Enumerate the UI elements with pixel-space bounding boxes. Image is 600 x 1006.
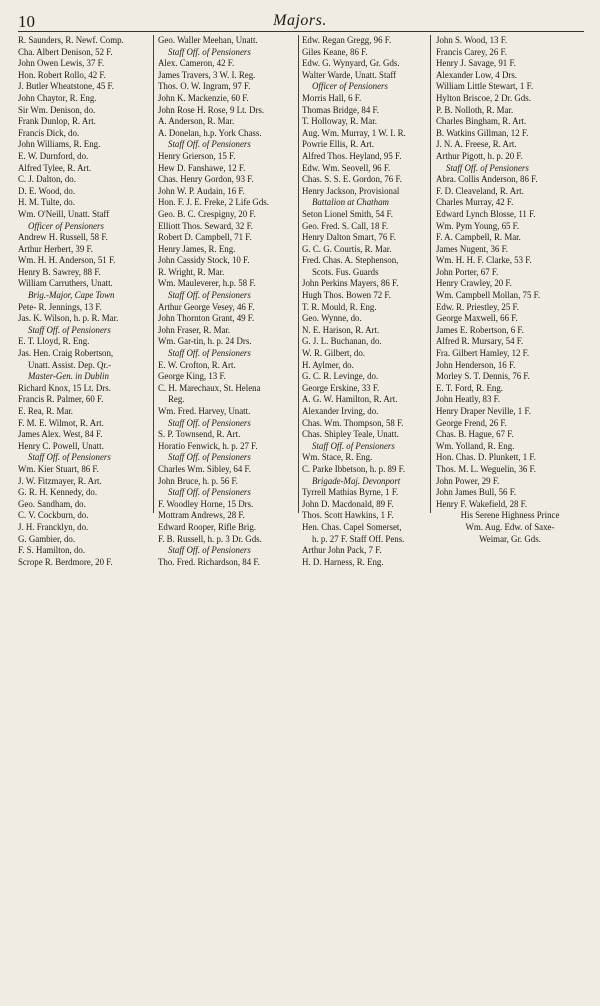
list-item: Henry Draper Neville, 1 F.	[436, 406, 531, 416]
list-item: William Little Stewart, 1 F.	[436, 81, 534, 92]
list-item: Chas. Wm. Thompson, 58 F.	[302, 417, 404, 428]
list-item: Wm. H. H. F. Clarke, 53 F.	[436, 255, 532, 266]
list-item: Chas. S. S. E. Gordon, 76 F.	[302, 174, 402, 185]
list-item: John Fraser, R. Mar.	[158, 324, 231, 335]
list-item: Fra. Gilbert Hamley, 12 F.	[436, 348, 530, 359]
list-item: Thos. Scott Hawkins, 1 F.	[302, 510, 394, 521]
list-item: Brig.-Major, Cape Town	[28, 290, 115, 301]
column-2	[158, 35, 296, 1006]
list-item: Geo. Wynne, do.	[302, 313, 362, 324]
list-item: Staff Off. of Pensioners	[168, 545, 251, 556]
list-item: Chas. Shipley Teale, Unatt.	[302, 429, 399, 440]
list-item: Charles Murray, 42 F.	[436, 197, 514, 208]
list-item: John James Bull, 56 F.	[436, 487, 517, 498]
list-item: Scrope R. Berdmore, 20 F.	[18, 556, 113, 567]
list-item: John Owen Lewis, 37 F.	[18, 58, 105, 69]
list-item: Wm. Yolland, R. Eng.	[436, 440, 515, 451]
list-item: Francis Dick, do.	[18, 127, 80, 138]
list-item: Sir Wm. Denison, do.	[18, 104, 96, 115]
list-item: John W. P. Audain, 16 F.	[158, 185, 245, 196]
list-item: S. P. Townsend, R. Art.	[158, 429, 241, 440]
list-item: Alex. Cameron, 42 F.	[158, 58, 235, 69]
list-item: Alfred Thos. Heyland, 95 F.	[302, 150, 402, 161]
list-item: F. M. E. Wilmot, R. Art.	[18, 417, 104, 428]
list-item: E. W. Durnford, do.	[18, 150, 89, 161]
column-1	[18, 35, 150, 1006]
list-item: Weimar, Gr. Gds.	[479, 533, 541, 544]
list-item: Henry Dalton Smart, 76 F.	[302, 232, 396, 243]
list-item: Wm. Mauleverer, h.p. 58 F.	[158, 278, 256, 289]
list-item: Geo. Fred. S. Call, 18 F.	[302, 220, 389, 231]
list-item: E. T. Lloyd, R. Eng.	[18, 336, 90, 347]
list-item: R. Wright, R. Mar.	[158, 266, 225, 277]
list-item: Staff Off. of Pensioners	[168, 290, 251, 301]
list-item: Abra. Collis Anderson, 86 F.	[436, 174, 538, 185]
list-item: John Porter, 67 F.	[436, 266, 499, 277]
list-item: E. T. Ford, R. Eng.	[436, 382, 503, 393]
list-item: John Rose H. Rose, 9 Lt. Drs.	[158, 104, 265, 115]
list-item: Henry Crawley, 20 F.	[436, 278, 512, 289]
list-item: Geo. Sandham, do.	[18, 498, 86, 509]
list-item: Robert D. Campbell, 71 F.	[158, 232, 252, 243]
list-item: Aug. Wm. Murray, 1 W. I. R.	[302, 127, 406, 138]
list-item: J. W. Fitzmayer, R. Art.	[18, 475, 102, 486]
list-item: F. S. Hamilton, do.	[18, 545, 86, 556]
list-item: Jas. K. Wilson, h. p. R. Mar.	[18, 313, 119, 324]
list-item: Thos. M. L. Weguelin, 36 F.	[436, 463, 536, 474]
list-item: Staff Off. of Pensioners	[168, 46, 251, 57]
list-item: C. J. Dalton, do.	[18, 174, 76, 185]
list-item: Brigade-Maj. Devonport	[312, 475, 401, 486]
list-item: John Bruce, h. p. 56 F.	[158, 475, 238, 486]
list-item: Henry Jackson, Provisional	[302, 185, 400, 196]
list-item: Henry James, R. Eng.	[158, 243, 236, 254]
list-item: Morley S. T. Dennis, 76 F.	[436, 371, 530, 382]
list-item: Pete- R. Jennings, 13 F.	[18, 301, 102, 312]
list-item: Arthur Herbert, 39 F.	[18, 243, 93, 254]
list-item: John Heatly, 83 F.	[436, 394, 501, 405]
list-item: Thos. O. W. Ingram, 97 F.	[158, 81, 251, 92]
list-item: J. N. A. Freese, R. Art.	[436, 139, 517, 150]
list-item: Edw. R. Priestley, 25 F.	[436, 301, 519, 312]
list-item: A. Anderson, R. Mar.	[158, 116, 235, 127]
list-item: Henry B. Sawrey, 88 F.	[18, 266, 101, 277]
list-item: Geo. Waller Meehan, Unatt.	[158, 35, 258, 45]
list-item: E. Rea, R. Mar.	[18, 406, 73, 416]
list-item: Hon. F. J. E. Freke, 2 Life Gds.	[158, 197, 269, 208]
list-item: Hylton Briscoe, 2 Dr. Gds.	[436, 92, 531, 103]
list-item: Richard Knox, 15 Lt. Drs.	[18, 382, 111, 393]
list-item: Arthur John Pack, 7 F.	[302, 545, 382, 556]
page-title: Majors.	[273, 12, 327, 29]
list-item: William Carruthers, Unatt.	[18, 278, 113, 289]
list-item: Officer of Pensioners	[312, 81, 388, 92]
column-divider	[430, 35, 431, 513]
list-item: B. Watkins Gillman, 12 F.	[436, 127, 529, 138]
list-item: Edw. Regan Gregg, 96 F.	[302, 35, 392, 45]
list-item: Wm. Aug. Edw. of Saxe-	[465, 521, 555, 532]
list-item: Edw. G. Wynyard, Gr. Gds.	[302, 58, 400, 69]
list-item: Henry C. Powell, Unatt.	[18, 440, 104, 451]
list-item: Wm. Gar-tin, h. p. 24 Drs.	[158, 336, 252, 347]
list-item: Wm. Fred. Harvey, Unatt.	[158, 406, 251, 416]
list-item: Chas. B. Hague, 67 F.	[436, 429, 514, 440]
list-item: John Henderson, 16 F.	[436, 359, 516, 370]
list-item: Staff Off. of Pensioners	[446, 162, 529, 173]
list-item: Charles Bingham, R. Art.	[436, 116, 527, 127]
list-item: Unatt. Assist. Dep. Qr.-	[28, 359, 112, 370]
list-item: Staff Off. of Pensioners	[168, 348, 251, 359]
list-item: Hugh Thos. Bowen 72 F.	[302, 290, 391, 301]
list-item: Wm. Pym Young, 65 F.	[436, 220, 520, 231]
list-item: Edward Lynch Blosse, 11 F.	[436, 208, 536, 219]
list-item: C. H. Marechaux, St. Helena	[158, 382, 261, 393]
list-item: Wm. O'Neill, Unatt. Staff	[18, 208, 110, 219]
list-item: Staff Off. of Pensioners	[168, 139, 251, 150]
list-item: Staff Off. of Pensioners	[168, 487, 251, 498]
list-item: H. M. Tulte, do.	[18, 197, 75, 208]
list-item: Staff Off. of Pensioners	[28, 324, 111, 335]
list-item: John K. Mackenzie, 60 F.	[158, 92, 249, 103]
list-item: Powrie Ellis, R. Art.	[302, 139, 374, 150]
list-item: Charles Wm. Sibley, 64 F.	[158, 463, 251, 474]
list-item: John Perkins Mayers, 86 F.	[302, 278, 399, 289]
list-item: Tyrrell Mathias Byrne, 1 F.	[302, 487, 399, 498]
list-item: C. V. Cockburn, do.	[18, 510, 89, 521]
column-divider	[298, 35, 299, 513]
list-item: Wm. Stace, R. Eng.	[302, 452, 373, 463]
list-item: George Erskine, 33 F.	[302, 382, 380, 393]
list-item: Giles Keane, 86 F.	[302, 46, 368, 57]
list-item: John Thornton Grant, 49 F.	[158, 313, 255, 324]
list-item: Henry J. Savage, 91 F.	[436, 58, 516, 69]
list-item: A. G. W. Hamilton, R. Art.	[302, 394, 398, 405]
list-item: Staff Off. of Pensioners	[168, 417, 251, 428]
list-item: F. B. Russell, h. p. 3 Dr. Gds.	[158, 533, 262, 544]
list-item: G. R. H. Kennedy, do.	[18, 487, 98, 498]
list-item: Francis Carey, 26 F.	[436, 46, 507, 57]
list-item: Geo. B. C. Crespigny, 20 F.	[158, 208, 256, 219]
list-item: John Cassidy Stock, 10 F.	[158, 255, 250, 266]
list-item: Frank Dunlop, R. Art.	[18, 116, 96, 127]
list-item: N. E. Harison, R. Art.	[302, 324, 380, 335]
list-item: Alfred Tylee, R. Art.	[18, 162, 92, 173]
list-item: Fred. Chas. A. Stephenson,	[302, 255, 399, 266]
list-item: Staff Off. of Pensioners	[312, 440, 395, 451]
list-item: C. Parke Ibbetson, h. p. 89 F.	[302, 463, 406, 474]
list-item: Staff Off. of Pensioners	[28, 452, 111, 463]
list-item: Battalion at Chatham	[312, 197, 389, 208]
list-item: J. Butler Wheatstone, 45 F.	[18, 81, 114, 92]
column-3	[302, 35, 426, 1006]
list-item: Chas. Henry Gordon, 93 F.	[158, 174, 254, 185]
list-item: Francis R. Palmer, 60 F.	[18, 394, 104, 405]
list-item: Edw. Wm. Seovell, 96 F.	[302, 162, 391, 173]
list-item: R. Saunders, R. Newf. Comp.	[18, 35, 124, 45]
list-item: G. Gambier, do.	[18, 533, 76, 544]
list-item: Wm. H. H. Anderson, 51 F.	[18, 255, 116, 266]
list-item: Hon. Chas. D. Plunkett, 1 F.	[436, 452, 536, 463]
list-item: W. R. Gilbert, do.	[302, 348, 366, 359]
list-item: Edward Rooper, Rifle Brig.	[158, 521, 256, 532]
list-item: Seton Lionel Smith, 54 F.	[302, 208, 394, 219]
list-item: Mottram Andrews, 28 F.	[158, 510, 245, 521]
list-item: Alexander Irving, do.	[302, 406, 379, 416]
list-item: Alexander Low, 4 Drs.	[436, 69, 518, 80]
list-item: P. B. Nolloth, R. Mar.	[436, 104, 514, 115]
list-item: George King, 13 F.	[158, 371, 226, 382]
list-item: G. C. R. Levinge, do.	[302, 371, 379, 382]
page-number: 10	[18, 12, 35, 31]
list-item: H. Aylmer, do.	[302, 359, 354, 370]
list-item: Cha. Albert Denison, 52 F.	[18, 46, 113, 57]
list-item: Hen. Chas. Capel Somerset,	[302, 521, 402, 532]
list-item: F. Woodley Horne, 15 Drs.	[158, 498, 254, 509]
list-item: Thomas Bridge, 84 F.	[302, 104, 379, 115]
list-item: James Travers, 3 W. I. Reg.	[158, 69, 256, 80]
list-item: F. D. Cleaveland, R. Art.	[436, 185, 524, 196]
list-item: John Williams, R. Eng.	[18, 139, 101, 150]
list-item: h. p. 27 F. Staff Off. Pens.	[312, 533, 405, 544]
list-item: Arthur Pigott, h. p. 20 F.	[436, 150, 523, 161]
list-item: G. C. G. Courtis, R. Mar.	[302, 243, 392, 254]
list-item: Master-Gen. in Dublin	[28, 371, 109, 382]
list-item: Staff Off. of Pensioners	[168, 452, 251, 463]
list-item: Alfred R. Mursary, 54 F.	[436, 336, 524, 347]
list-item: Horatio Fenwick, h. p. 27 F.	[158, 440, 258, 451]
list-item: G. J. L. Buchanan, do.	[302, 336, 382, 347]
list-item: Henry F. Wakefield, 28 F.	[436, 498, 528, 509]
list-item: Tho. Fred. Richardson, 84 F.	[158, 556, 260, 567]
list-item: A. Donelan, h.p. York Chass.	[158, 127, 262, 138]
list-item: Hew D. Fanshawe, 12 F.	[158, 162, 246, 173]
list-item: John D. Macdonald, 89 F.	[302, 498, 394, 509]
list-item: D. E. Wood, do.	[18, 185, 76, 196]
list-item: Walter Warde, Unatt. Staff	[302, 69, 397, 80]
list-item: Reg.	[168, 394, 185, 405]
list-item: John Power, 29 F.	[436, 475, 500, 486]
column-divider	[153, 35, 154, 513]
list-item: Morris Hall, 6 F.	[302, 92, 362, 103]
list-item: George Frend, 26 F.	[436, 417, 507, 428]
list-item: H. D. Harness, R. Eng.	[302, 556, 384, 567]
list-item: Scots. Fus. Guards	[312, 266, 379, 277]
list-item: E. W. Crofton, R. Art.	[158, 359, 236, 370]
list-item: George Maxwell, 66 F.	[436, 313, 518, 324]
list-item: Henry Grierson, 15 F.	[158, 150, 236, 161]
list-item: Andrew H. Russell, 58 F.	[18, 232, 108, 243]
list-item: Arthur George Vesey, 46 F.	[158, 301, 255, 312]
list-item: F. A. Campbell, R. Mar.	[436, 232, 521, 243]
list-item: Hon. Robert Rollo, 42 F.	[18, 69, 106, 80]
list-item: James Nugent, 36 F.	[436, 243, 509, 254]
list-item: James Alex. West, 84 F.	[18, 429, 103, 440]
list-item: T. Holloway, R. Mar.	[302, 116, 377, 127]
list-item: J. H. Francklyn, do.	[18, 521, 89, 532]
header-rule	[18, 31, 584, 32]
list-item: Wm. Kier Stuart, 86 F.	[18, 463, 99, 474]
column-4	[436, 35, 584, 1006]
list-item: Jas. Hen. Craig Robertson,	[18, 348, 114, 359]
list-item: T. R. Mould, R. Eng.	[302, 301, 377, 312]
list-item: John S. Wood, 13 F.	[436, 35, 508, 45]
list-item: His Serene Highness Prince	[460, 510, 560, 521]
list-item: Wm. Campbell Mollan, 75 F.	[436, 290, 541, 301]
list-item: Elliott Thos. Seward, 32 F.	[158, 220, 254, 231]
list-item: John Chaytor, R. Eng.	[18, 92, 97, 103]
list-item: Officer of Pensioners	[28, 220, 104, 231]
list-item: James E. Robertson, 6 F.	[436, 324, 524, 335]
